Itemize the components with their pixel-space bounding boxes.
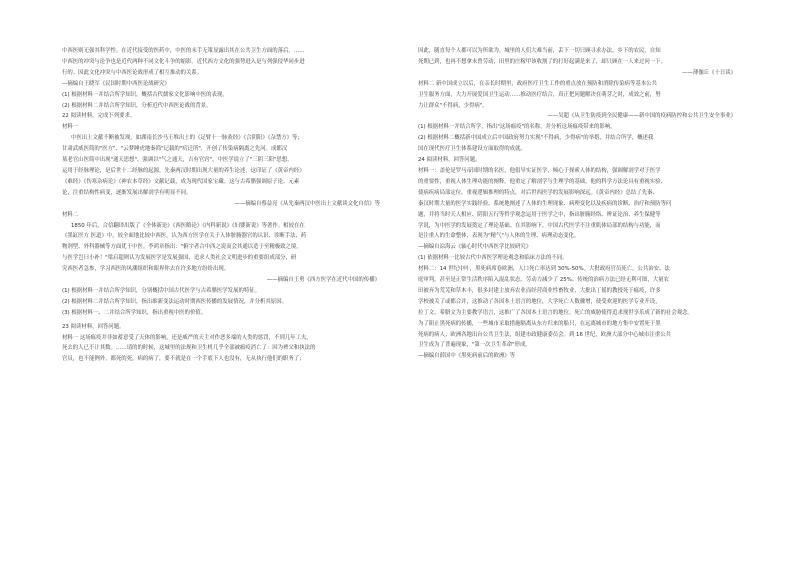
text-line: 材料一	[62, 124, 79, 131]
text-line: 与医学岂曰小补！"梁启超则认为发展医学是发展强国、追求人类社会文明进步的重要组成部分，研	[62, 255, 297, 262]
text-line: 究西医者急参，学习西医的风潮组织和眼界你去在许多地方纷纷出现。	[62, 266, 230, 273]
text-line: 墓老官山医简中出现"通天思想"，强调以"气之通天，吉有官窍"，中医学说立了"三阴三阳"思想，	[62, 157, 293, 164]
text-line: 的重要性，重视人体生理功能的阐释。他重定了解剖学与生理学的基础，他的科学方法论具有重视实验、	[418, 178, 666, 185]
text-line: 秦汉时期大量的医学实践经验，系统地阐述了人体的生理现象、病理变化以及疾病的诊断、治疗和预防等问	[418, 200, 672, 207]
text-line: 学校被关了或都合并，这推动了各国本土语言的地位，大学死亡人数骤增，使受欢迎的医学专业开设，	[418, 298, 661, 305]
text-line: 力让群众"不得病，少得病"。	[418, 102, 488, 109]
text-line: 材料二：14 世纪中叶，黑死病席卷欧洲，人口死亡率达到 30%-50%。大批政府官员死亡，公共治安、法	[418, 266, 670, 273]
text-line: ——吴超《从卫生防疫到全民健康——新中国的疫病防控和公共卫生安全事业》	[547, 113, 736, 120]
text-line: ——摘编自蔡益亮《从先秦两汉中医出土文献谈文化自信》等	[234, 200, 380, 207]
text-line: 题，并将当时天人相应、阴阳五行等哲学观念运用于医学之中，指出脏腑经络、辨证论治、养生保健等	[418, 211, 661, 218]
text-line: 中医出土文献不断被发现，如湖南长沙马王堆出土的《足臂十一脉灸经》《合阴阳》《杂禁方》等；	[71, 135, 303, 142]
text-line: (1) 根据材料一并结合所学知识，概括古代儒家文化影响中医的表现。	[62, 91, 228, 98]
text-line: (3) 根据材料一、二并结合所学知识，指出重视中医的价值。	[62, 309, 207, 316]
text-line: 1850 年后，合信翻译出版了《全体新论》《西医略论》《内科新说》《妇婴新说》等著作。相较在在	[71, 222, 305, 229]
text-line: 论，注重结构性病变，逐渐发展出解剖学有明显不同。	[62, 189, 192, 196]
text-line: 卫生服务方面，大力开展爱国卫生运动……推动医疗结合，真正把问题解决在萌芽之时，成效之前，努	[418, 91, 661, 98]
text-line: (1) 根据材料一并结合所学知识，分别概括中国古代医学与古希腊医学发展的特征。	[62, 287, 261, 294]
text-line: 拉丁文、希腊文为主要教学语言，这推广了各国本土语言的地位。死亡的威胁使得追求现世享乐成了新的社会观念。	[418, 309, 693, 316]
text-line: 材料二	[62, 211, 79, 218]
text-line: (2) 根据材料二并结合所学知识，分析近代中西医论战的背景。	[62, 102, 212, 109]
text-line: 24 阅读材料，回答问题。	[418, 157, 481, 164]
text-line: 运用于经脉理论，是后世十二经脉的起源。先秦两汉时期出现大量的养生论述，这印证了《黄帝内经》	[62, 167, 305, 174]
text-line: ——薄伽丘《十日谈》	[682, 69, 736, 76]
text-line: 为了阻止黑死病的传播，一些城市采取措施隔离从东方归来的船只，在远离城市的地方集中安置死于黑	[418, 320, 661, 327]
text-line: 中西医的冲突与论争也是近代两种不同文化斗争的缩影。近代西方文化的强势进入是与列强侵华同步进	[62, 58, 305, 65]
text-line: 甘肃武威医简的"医方"、"云梦睡虎地秦简"记载的"疠迁所"，开创了传染病隔离之先河。成都汉	[62, 146, 288, 153]
left-column	[62, 46, 380, 365]
text-line: 《难经》《伤寒杂病论》《神农本草经》文献记载，成为现代国家宝藏。这与古希腊强调原子论、元素	[62, 178, 300, 185]
text-line: 中西医则无强其科学性。在近代接受的医药中，中医的未手无策显露出其在公共卫生方面的落后。……	[62, 48, 305, 54]
text-line: 材料一：盖伦是罗马帝国时期的名医，他倡导实证医学，倾心于探索人体的结构，强调解剖学对于医学	[418, 167, 661, 174]
text-line: 使病疾病局部定位，重视逻辑推理的特点，对后世西医学的发展影响深远。《黄帝内经》总结了先秦、	[418, 189, 658, 196]
text-line: 22 阅读材料，完成下列要求。	[62, 113, 136, 120]
text-line: (2) 根据材料二概括新中国成立后中国政府努力实现"不得病，少得病"的举措，并结合所学，概述我	[418, 135, 654, 142]
text-line: 材料一 这场瘟疫并非如蓄意受了天体的影响，还是威严的天主对作恶多端的人类的惩罚，不到几年工夫，	[62, 334, 312, 341]
text-line: 23 阅读材料，回答问题。	[62, 323, 125, 330]
text-line: 学说，为中医学的发展奠定了理论基础。在其影响下，中国古代医学不注重肌体局部的结构与功能，而	[418, 222, 661, 229]
text-line: 因此，随直每个人都可以为所欲为。城里的人们大难当前，丢下一切只顾寻求办法，乡下的农民，自知	[418, 48, 661, 54]
text-line: 《墨缸医方 医道》中，较全面地比较中西医，认为西方医学在关于人体脏腑器官的认识、诊断手法、药	[62, 233, 307, 240]
text-line: —摘编自王晓军《民国时期中西医论战研究》	[62, 80, 170, 87]
text-line: 材料二 新中国成立以后，在亲长时期里，政府医疗卫生工作的重点放在预防和消除传染病等基本公共	[418, 80, 657, 87]
text-line: 物剂型、外科器械等方面优于中医。李鸿章指出："俯宇者合中西之说而会其通以造于至精极致之境，	[62, 244, 302, 251]
text-line: —摘编自凉海云《轴心时代中西医学比较研究》	[418, 244, 532, 251]
text-line: 是注重人的生命整体，表现为"精气"与人体的生理、病理动态变化。	[418, 233, 580, 240]
text-line: ——摘编自王勇《西方医学在近代中国的传播》	[266, 277, 380, 284]
text-line: 死期已到，也再不想拿未曾劳动，田里的庄稼甲该收割了的打好起满是来了，却只顾在一人来过问一下。	[418, 58, 666, 65]
text-line: —摘编自薛国中《黑死病前后的欧洲》等	[418, 353, 516, 360]
text-line: (1) 根据材料一并结合所学，指出"这场瘟疫"的名称，并分析这场瘟疫带来的影响。	[418, 124, 616, 131]
text-line: 田被弃为荒芜和草木丰，很多封建主放弃农业而经营商业性畜牧业，大批出丁徭的教授死于瘟疫，许多	[418, 287, 661, 294]
text-line: (2) 根据材料二并结合所学知识，指出维新变法运动时期西医传播的发展情况，并分析其原因。	[62, 298, 287, 305]
text-line: (1) 依据材料一比较古代中西医学理论观念和临床方法的不同。	[418, 255, 568, 262]
text-line: 行的。因此文化冲突与中西医论战形成了相互推动的关系。	[62, 69, 203, 76]
text-line: 死去的人已不计其数。……请的的时候，这城里的法规和卫生机几乎全部被瘟疫消亡了：因为裨父和执法的	[62, 345, 316, 352]
text-line: 官员，也不能例外，都死的死，病的病了，要不就是在一个手底下人也没有，无从执行他们的职务了；	[62, 356, 305, 363]
text-line: 卫生成为了普遍现象，"第一次卫生革命"形成。	[418, 342, 531, 349]
text-line: 庭审判，甚至是正常生活秩序陷入混乱状态。劳动力减少了 25%。传统的治病方法已经无利可图，大量农	[418, 277, 669, 284]
text-line: 死病的病人；欧洲各地出台公共卫生法，组建市政健康委员会。到 16 世纪，欧洲大部分中心城市注重公共	[418, 331, 671, 338]
text-line: 国在现代医疗卫生体系建设方面取得的成就。	[418, 146, 526, 153]
right-column	[418, 46, 736, 362]
